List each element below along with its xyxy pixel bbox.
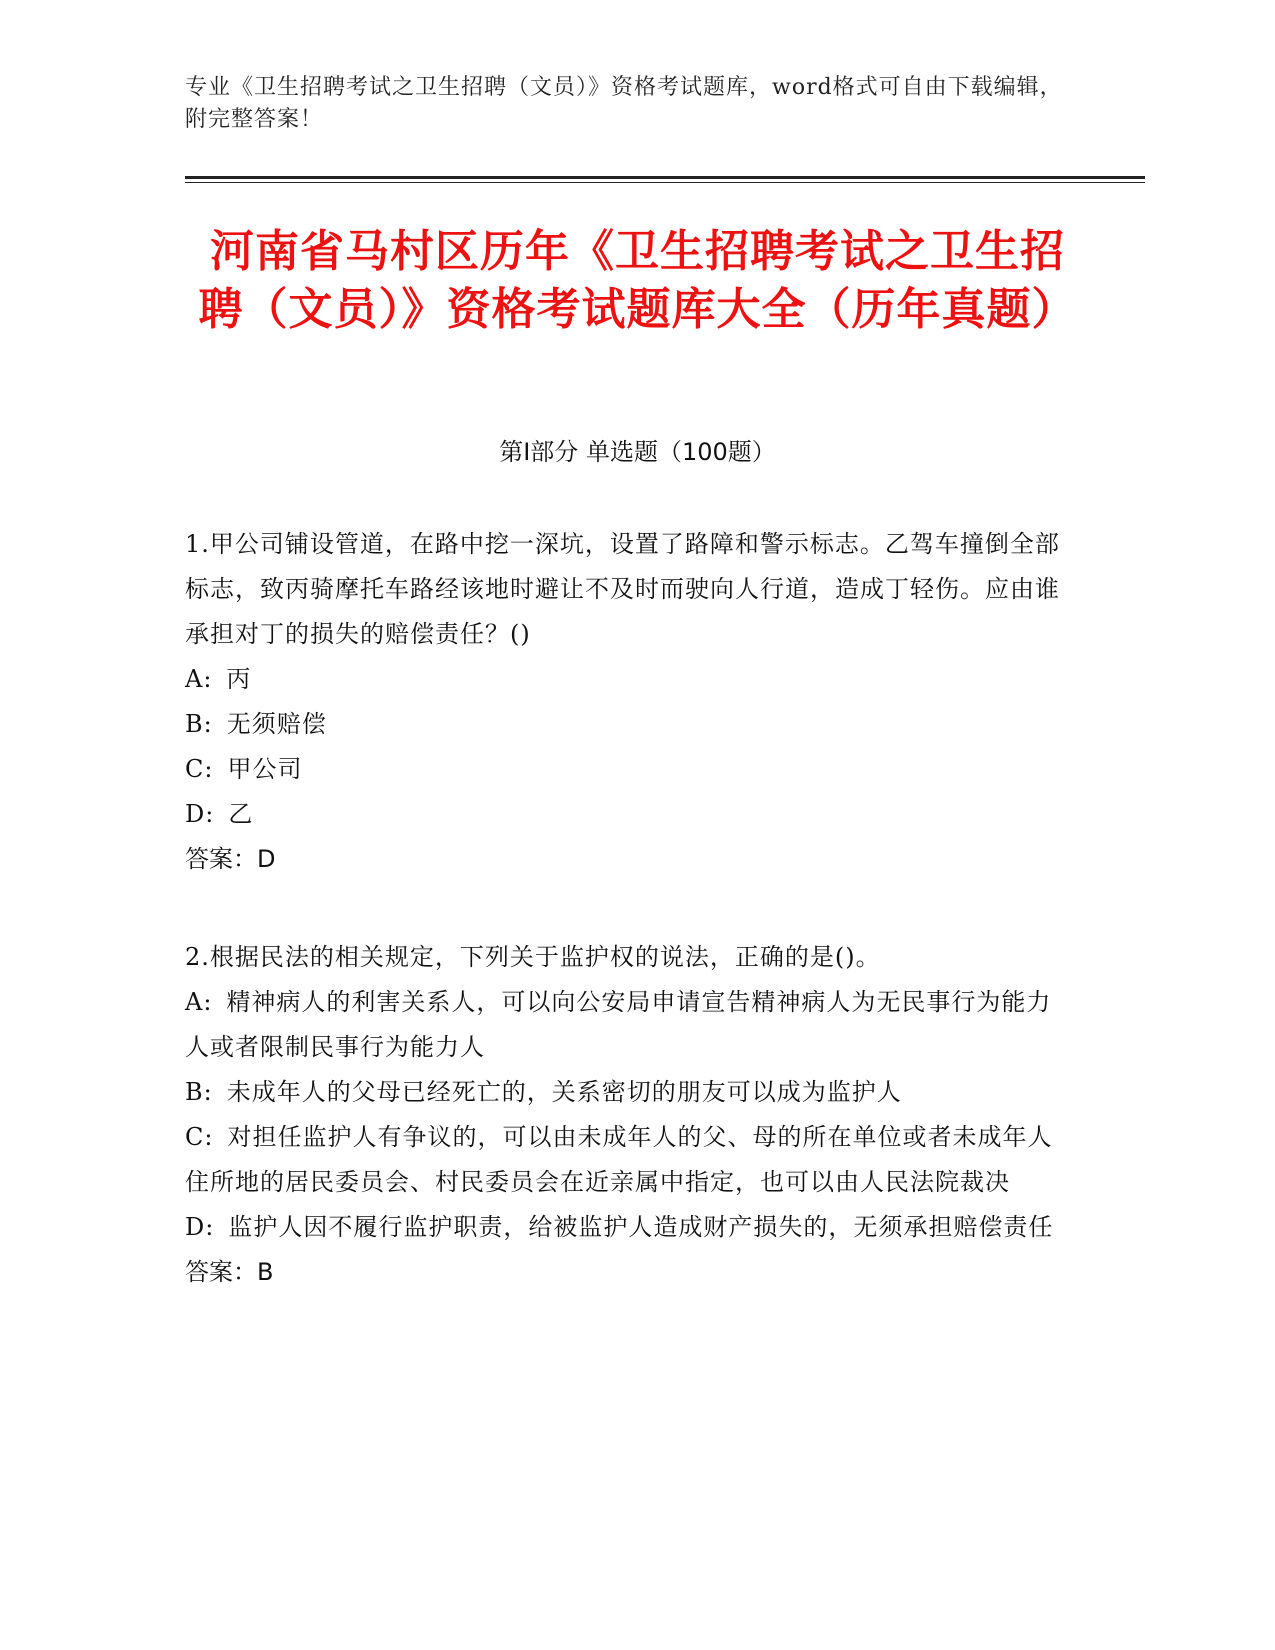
header-note: 专业《卫生招聘考试之卫生招聘（文员）》资格考试题库，word格式可自由下载编辑，附完整答案！: [185, 75, 1063, 132]
option-b: [185, 1070, 1070, 1115]
option-key: C:: [185, 1123, 214, 1151]
option-text: 丙: [226, 665, 252, 693]
option-d: [185, 1205, 1070, 1250]
option-key: C:: [185, 755, 214, 783]
option-key: B:: [185, 710, 213, 738]
option-c: [185, 1115, 1070, 1205]
question-text: 1.甲公司铺设管道，在路中挖一深坑，设置了路障和警示标志。乙驾车撞倒全部标志，致丙骑摩托车路经该地时避让不及时而驶向人行道，造成丁轻伤。应由谁承担对丁的损失的赔偿责任？(): [185, 530, 1060, 648]
answer-line: 答案：D: [185, 845, 276, 873]
option-text: 精神病人的利害关系人，可以向公安局申请宣告精神病人为无民事行为能力人或者限制民事行为能力人: [185, 988, 1052, 1061]
document-title: 河南省马村区历年《卫生招聘考试之卫生招聘（文员）》资格考试题库大全（历年真题）: [198, 226, 1077, 335]
option-b: [185, 702, 1070, 747]
option-key: A:: [185, 665, 213, 693]
option-text: 甲公司: [227, 755, 303, 783]
option-d: [185, 792, 1070, 837]
question-text: 2.根据民法的相关规定，下列关于监护权的说法，正确的是()。: [185, 943, 881, 971]
option-key: A:: [185, 988, 213, 1016]
question-block: [185, 935, 1070, 1295]
option-c: [185, 747, 1070, 792]
header-divider-thin: [185, 182, 1145, 183]
section-title: 第I部分 单选题（100题）: [499, 438, 776, 466]
option-text: 监护人因不履行监护职责，给被监护人造成财产损失的，无须承担赔偿责任: [228, 1213, 1054, 1241]
option-key: B:: [185, 1078, 213, 1106]
option-text: 未成年人的父母已经死亡的，关系密切的朋友可以成为监护人: [226, 1078, 902, 1106]
option-a: [185, 980, 1070, 1070]
header-divider-thick: [185, 176, 1145, 179]
option-text: 对担任监护人有争议的，可以由未成年人的父、母的所在单位或者未成年人住所地的居民委员会、村民委员会在近亲属中指定，也可以由人民法院裁决: [185, 1123, 1053, 1196]
question-block: [185, 522, 1070, 882]
answer-line: 答案：B: [185, 1258, 274, 1286]
option-key: D:: [185, 1213, 215, 1241]
option-a: [185, 657, 1070, 702]
option-text: 乙: [228, 800, 254, 828]
option-text: 无须赔偿: [226, 710, 327, 738]
option-key: D:: [185, 800, 215, 828]
